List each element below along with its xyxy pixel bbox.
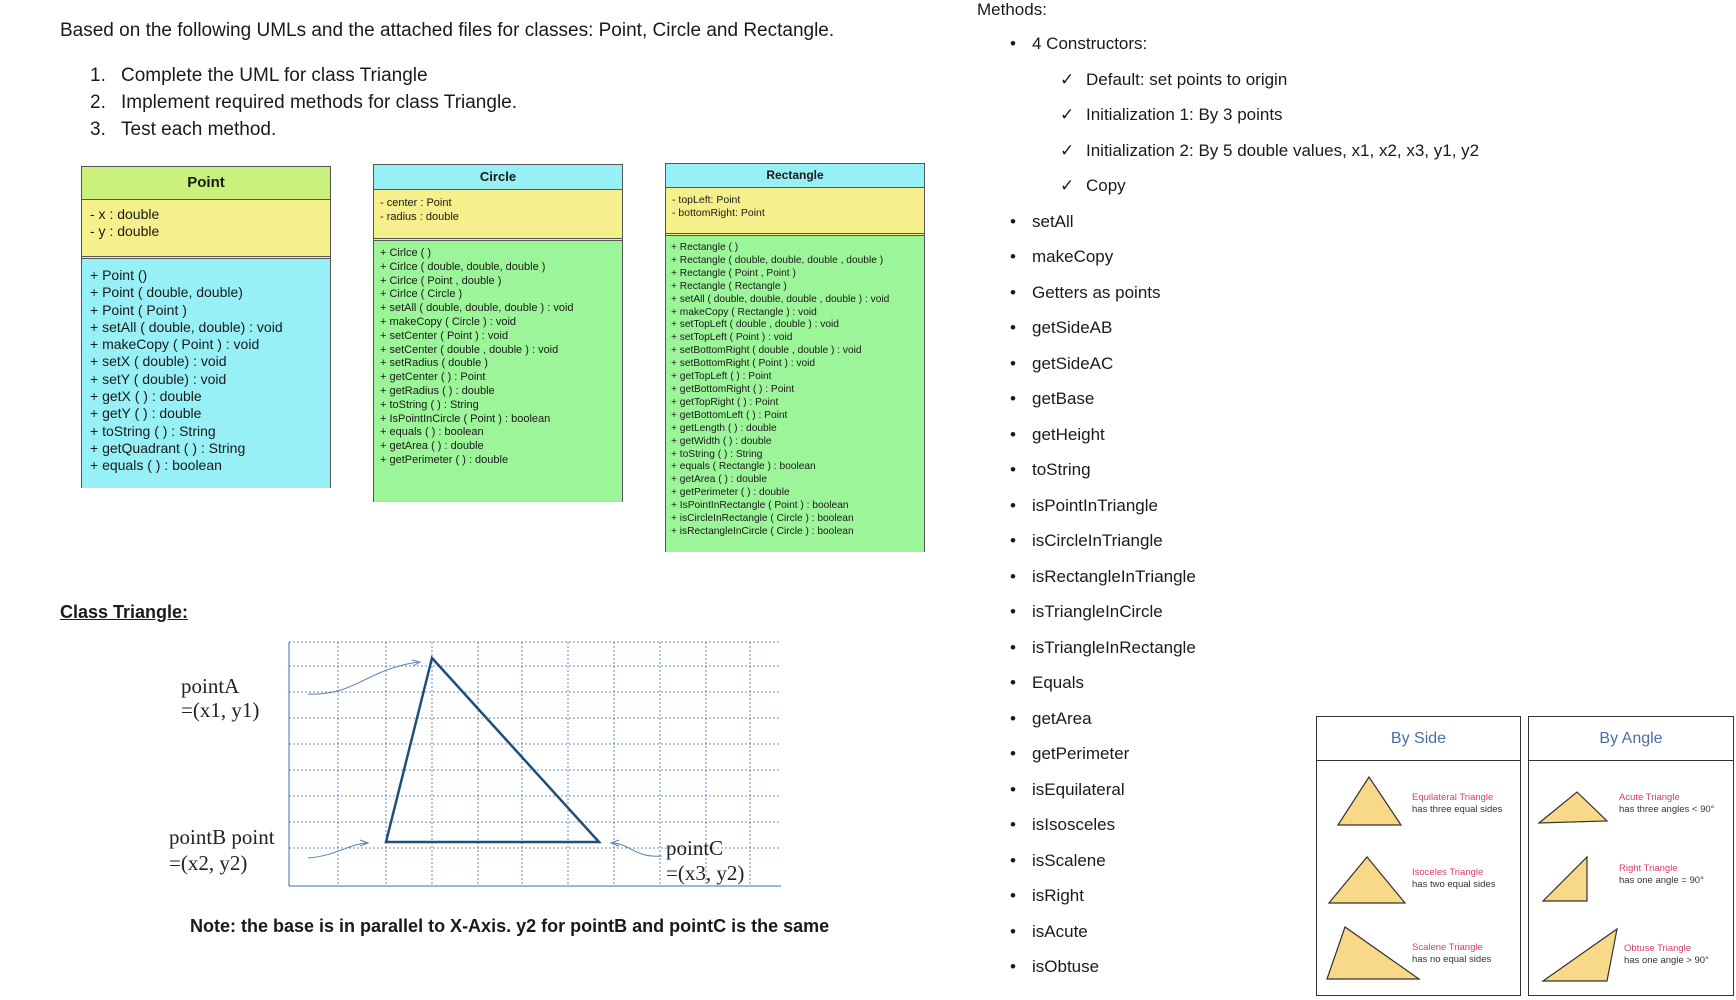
uml-operation: + makeCopy ( Circle ) : void xyxy=(380,315,517,328)
task-item: 2. Implement required methods for class Triangle. xyxy=(90,92,518,113)
scalene-triangle-icon xyxy=(1327,927,1419,979)
uml-class-name: Circle xyxy=(374,165,622,190)
method-label: setAll xyxy=(1032,211,1074,231)
method-label: isObtuse xyxy=(1032,957,1100,976)
bullet-icon: • xyxy=(1010,886,1016,905)
uml-operation: + getX ( ) : double xyxy=(90,388,202,405)
uml-operation: + setBottomRight ( Point ) : void xyxy=(671,358,816,370)
uml-operation: + getPerimeter ( ) : double xyxy=(380,453,509,466)
bullet-icon: • xyxy=(1010,282,1016,302)
method-label: isTriangleInRectangle xyxy=(1032,637,1196,657)
uml-operations xyxy=(666,236,924,552)
task-list xyxy=(90,62,517,143)
method-label: Getters as points xyxy=(1032,282,1161,302)
uml-operation: + makeCopy ( Rectangle ) : void xyxy=(671,306,817,318)
uml-operations xyxy=(82,259,330,488)
uml-operation: + Rectangle ( Point , Point ) xyxy=(671,267,796,279)
uml-operation: + getQuadrant ( ) : String xyxy=(90,439,246,456)
uml-operation: + isRectangleInCircle ( Circle ) : boolean xyxy=(671,525,854,537)
method-label: getSideAC xyxy=(1032,353,1114,373)
uml-attributes xyxy=(82,200,330,259)
method-label: isAcute xyxy=(1032,921,1088,941)
uml-operation: + IsPointInCircle ( Point ) : boolean xyxy=(380,412,551,425)
by-angle-panel xyxy=(1528,716,1734,996)
method-label: Initialization 2: By 5 double values, x1, x2, x3, y1, y2 xyxy=(1086,140,1480,160)
uml-operation: + Cirlce ( Circle ) xyxy=(380,288,463,301)
bullet-icon: • xyxy=(1010,247,1016,266)
uml-operation: + Point ( double, double) xyxy=(90,284,243,301)
uml-operation: + setBottomRight ( double , double ) : void xyxy=(671,345,862,357)
pointC-coord: =(x3, y2) xyxy=(666,861,745,885)
uml-attribute: - topLeft: Point xyxy=(672,194,741,206)
uml-operation: + getBottomRight ( ) : Point xyxy=(671,383,795,395)
bullet-icon: • xyxy=(1010,495,1016,515)
isosceles-triangle-icon xyxy=(1329,857,1405,903)
bullet-icon: • xyxy=(1010,850,1016,870)
bullet-icon: • xyxy=(1010,921,1016,941)
equilateral-label: Equilateral Triangle has three equal sides xyxy=(1412,792,1503,815)
bullet-icon: • xyxy=(1010,602,1016,621)
uml-operation: + setTopLeft ( double , double ) : void xyxy=(671,319,839,331)
uml-circle-class xyxy=(373,164,623,502)
note-text: Note: the base is in parallel to X-Axis. y2 for pointB and pointC is the same xyxy=(190,916,830,936)
bullet-icon: • xyxy=(1010,460,1016,479)
uml-operation: + getLength ( ) : double xyxy=(671,422,777,434)
class-triangle-heading: Class Triangle: xyxy=(60,602,189,622)
method-label: isRectangleInTriangle xyxy=(1032,566,1196,586)
uml-operation: + toString ( ) : String xyxy=(90,422,216,439)
method-label: getPerimeter xyxy=(1032,744,1130,763)
bullet-icon: • xyxy=(1010,424,1016,444)
uml-operation: + IsPointInRectangle ( Point ) : boolean xyxy=(671,500,849,512)
uml-point-class xyxy=(81,166,331,488)
uml-attribute: - x : double xyxy=(90,206,160,222)
bullet-icon: • xyxy=(1010,566,1016,586)
uml-operation: + setRadius ( double ) xyxy=(380,357,488,370)
obtuse-label: Obtuse Triangle has one angle > 90° xyxy=(1624,943,1709,966)
method-label: isTriangleInCircle xyxy=(1032,602,1163,621)
uml-operation: + Cirlce ( Point , double ) xyxy=(380,274,502,287)
uml-operation: + toString ( ) : String xyxy=(380,398,479,411)
uml-operation: + getY ( ) : double xyxy=(90,405,202,422)
bullet-icon: • xyxy=(1010,637,1016,657)
method-label: isPointInTriangle xyxy=(1032,495,1158,515)
bullet-icon: • xyxy=(1010,673,1016,692)
uml-operation: + getTopRight ( ) : Point xyxy=(671,396,779,408)
uml-operation: + Rectangle ( ) xyxy=(671,242,739,253)
uml-operation: + getArea ( ) : double xyxy=(671,474,767,486)
bullet-icon: • xyxy=(1010,815,1016,834)
method-label: Copy xyxy=(1086,176,1126,195)
uml-operation: + Point () xyxy=(90,267,148,283)
bullet-icon: • xyxy=(1010,353,1016,373)
task-item: 3. Test each method. xyxy=(90,119,277,140)
method-label: isCircleInTriangle xyxy=(1032,531,1163,550)
method-label: getArea xyxy=(1032,708,1092,728)
uml-operation: + makeCopy ( Point ) : void xyxy=(90,336,260,353)
bullet-icon: • xyxy=(1010,957,1016,976)
method-label: getHeight xyxy=(1032,424,1105,444)
uml-operation: + getArea ( ) : double xyxy=(380,440,484,453)
uml-operation: + Cirlce ( ) xyxy=(380,247,432,259)
method-label: Default: set points to origin xyxy=(1086,69,1288,89)
uml-operation: + setCenter ( Point ) : void xyxy=(380,329,509,342)
pointB-label: pointB point xyxy=(169,825,275,849)
uml-operation: + setAll ( double, double, double , double ) : void xyxy=(671,293,890,305)
bullet-icon: • xyxy=(1010,708,1016,728)
method-label: Equals xyxy=(1032,673,1084,692)
by-side-panel xyxy=(1316,716,1521,996)
scalene-label: Scalene Triangle has no equal sides xyxy=(1412,942,1492,965)
uml-operation: + setX ( double) : void xyxy=(90,353,227,370)
pointB-coord: =(x2, y2) xyxy=(169,851,248,875)
acute-triangle-icon xyxy=(1539,792,1607,823)
uml-operation: + setTopLeft ( Point ) : void xyxy=(671,332,793,344)
method-label: getBase xyxy=(1032,389,1095,408)
equilateral-triangle-icon xyxy=(1338,777,1401,825)
uml-operation: + Rectangle ( double, double, double , double ) xyxy=(671,254,884,266)
method-label: getSideAB xyxy=(1032,318,1113,337)
intro-text: Based on the following UMLs and the attached files for classes: Point, Circle and Rectangle. xyxy=(60,20,835,41)
triangle-shape xyxy=(386,658,599,842)
uml-attributes xyxy=(374,190,622,241)
right-triangle-icon xyxy=(1543,857,1587,901)
uml-class-name: Point xyxy=(82,167,330,200)
uml-operation: + setAll ( double, double, double ) : void xyxy=(380,302,574,315)
uml-operation: + setCenter ( double , double ) : void xyxy=(380,343,559,356)
uml-operation: + toString ( ) : String xyxy=(671,448,763,460)
uml-attribute: - y : double xyxy=(90,223,160,239)
task-item: 1. Complete the UML for class Triangle xyxy=(90,65,428,86)
checkmark-icon: ✓ xyxy=(1060,69,1075,89)
uml-operation: + getRadius ( ) : double xyxy=(380,384,495,397)
uml-class-name: Rectangle xyxy=(666,164,924,188)
triangle-diagram xyxy=(150,630,790,900)
method-label: isRight xyxy=(1032,886,1084,905)
checkmark-icon: ✓ xyxy=(1060,105,1075,124)
uml-operation: + setY ( double) : void xyxy=(90,370,227,387)
uml-operation: + getWidth ( ) : double xyxy=(671,435,772,447)
method-label: makeCopy xyxy=(1032,247,1114,266)
pointA-coord: =(x1, y1) xyxy=(181,698,260,722)
uml-operation: + Rectangle ( Rectangle ) xyxy=(671,280,787,292)
uml-operation: + equals ( ) : boolean xyxy=(90,457,222,474)
acute-label: Acute Triangle has three angles < 90° xyxy=(1619,792,1715,815)
bullet-icon: • xyxy=(1010,211,1016,231)
method-label: isEquilateral xyxy=(1032,779,1125,799)
bullet-icon: • xyxy=(1010,318,1016,337)
pointC-label: pointC xyxy=(666,836,724,860)
bullet-icon: • xyxy=(1010,389,1016,408)
uml-operation: + getPerimeter ( ) : double xyxy=(671,487,790,499)
methods-title: Methods: xyxy=(977,0,1047,19)
obtuse-triangle-icon xyxy=(1543,929,1617,981)
method-label: toString xyxy=(1032,460,1091,479)
method-label: isScalene xyxy=(1032,850,1106,870)
bullet-icon: • xyxy=(1010,531,1016,550)
uml-operation: + getCenter ( ) : Point xyxy=(380,371,486,384)
uml-rectangle-class xyxy=(665,163,925,552)
uml-operation: + Cirlce ( double, double, double ) xyxy=(380,260,546,273)
right-label: Right Triangle has one angle = 90° xyxy=(1619,863,1704,886)
uml-operation: + Point ( Point ) xyxy=(90,301,187,318)
checkmark-icon: ✓ xyxy=(1060,140,1075,160)
pointA-label: pointA xyxy=(181,674,240,698)
uml-attributes xyxy=(666,188,924,236)
uml-operation: + equals ( Rectangle ) : boolean xyxy=(671,461,816,473)
method-label: 4 Constructors: xyxy=(1032,34,1148,53)
uml-operation: + equals ( ) : boolean xyxy=(380,426,484,439)
uml-operation: + getBottomLeft ( ) : Point xyxy=(671,409,788,421)
uml-operation: + getTopLeft ( ) : Point xyxy=(671,371,772,383)
uml-operations xyxy=(374,241,622,502)
bullet-icon: • xyxy=(1010,779,1016,799)
method-label: Initialization 1: By 3 points xyxy=(1086,105,1283,124)
uml-attribute: - center : Point xyxy=(380,197,452,209)
isosceles-label: Isoceles Triangle has two equal sides xyxy=(1412,867,1496,890)
uml-attribute: - bottomRight: Point xyxy=(672,207,765,219)
uml-attribute: - radius : double xyxy=(380,211,459,223)
bullet-icon: • xyxy=(1010,744,1016,763)
method-label: isIsosceles xyxy=(1032,815,1116,834)
bullet-icon: • xyxy=(1010,34,1016,53)
panel-title: By Angle xyxy=(1529,717,1733,761)
checkmark-icon: ✓ xyxy=(1060,176,1075,195)
panel-title: By Side xyxy=(1317,717,1520,761)
pointer-arrows xyxy=(308,660,662,858)
uml-operation: + isCircleInRectangle ( Circle ) : boolean xyxy=(671,513,854,525)
uml-operation: + setAll ( double, double) : void xyxy=(90,318,283,335)
